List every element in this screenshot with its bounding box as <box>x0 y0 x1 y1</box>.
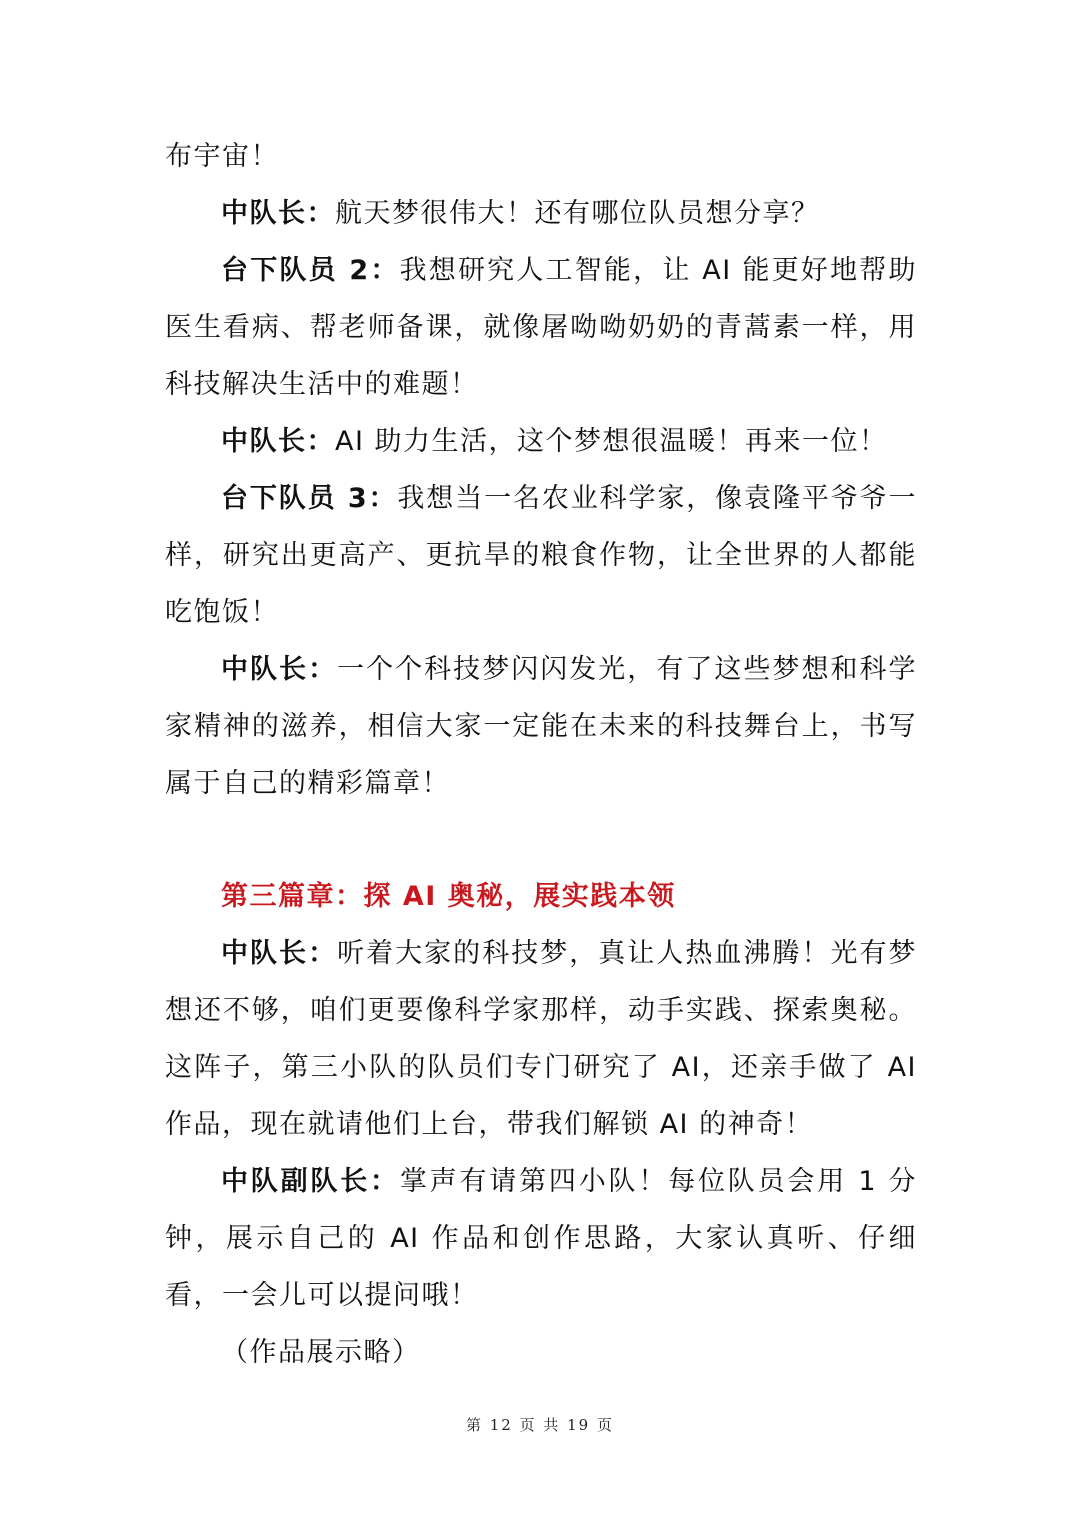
speaker-label: 中队长： <box>221 938 338 969</box>
dialogue-paragraph <box>165 185 917 242</box>
dialogue-paragraph <box>165 641 917 812</box>
stage-note: （作品展示略） <box>221 1337 421 1368</box>
paragraph-text: 一个个科技梦闪闪发光，有了这些梦想和科学家精神的滋养，相信大家一定能在未来的科技舞台上，书写属于自己的精彩篇章！ <box>165 654 918 799</box>
dialogue-paragraph <box>165 242 917 413</box>
dialogue-paragraph <box>165 413 917 470</box>
page-number-label: 第 12 页 共 19 页 <box>465 1416 614 1434</box>
dialogue-paragraph <box>165 925 917 1153</box>
paragraph-text: 航天梦很伟大！还有哪位队员想分享？ <box>335 198 820 229</box>
speaker-label: 中队副队长： <box>221 1166 400 1197</box>
page-footer <box>0 1414 1080 1435</box>
paragraph-text: AI 助力生活，这个梦想很温暖！再来一位！ <box>335 426 888 457</box>
speaker-label: 中队长： <box>221 198 335 229</box>
paragraph-text: 布宇宙！ <box>165 141 279 172</box>
paragraph-text: 我想当一名农业科学家，像袁隆平爷爷一样，研究出更高产、更抗旱的粮食作物，让全世界的人都能吃饱饭！ <box>165 483 918 628</box>
paragraph-text: 掌声有请第四小队！每位队员会用 1 分钟，展示自己的 AI 作品和创作思路，大家认真听、仔细看，一会儿可以提问哦！ <box>165 1166 918 1311</box>
paragraph-text: 我想研究人工智能，让 AI 能更好地帮助医生看病、帮老师备课，就像屠呦呦奶奶的青蒿素一样，用科技解决生活中的难题！ <box>165 255 917 400</box>
speaker-label: 中队长： <box>221 426 335 457</box>
paragraph-text: 听着大家的科技梦，真让人热血沸腾！光有梦想还不够，咱们更要像科学家那样，动手实践、探索奥秘。这阵子，第三小队的队员们专门研究了 AI，还亲手做了 AI 作品，现在就请他们上台，带我们解锁 AI 的神奇！ <box>165 938 918 1140</box>
section-spacer <box>165 812 917 868</box>
speaker-label: 台下队员 3： <box>221 483 398 514</box>
dialogue-paragraph <box>165 1153 917 1324</box>
speaker-label: 中队长： <box>221 654 338 685</box>
chapter-heading: 第三篇章：探 AI 奥秘，展实践本领 <box>221 881 676 912</box>
speaker-label: 台下队员 2： <box>221 255 400 286</box>
dialogue-paragraph <box>165 470 917 641</box>
page-content <box>165 128 917 1381</box>
paragraph-continuation <box>165 128 917 185</box>
